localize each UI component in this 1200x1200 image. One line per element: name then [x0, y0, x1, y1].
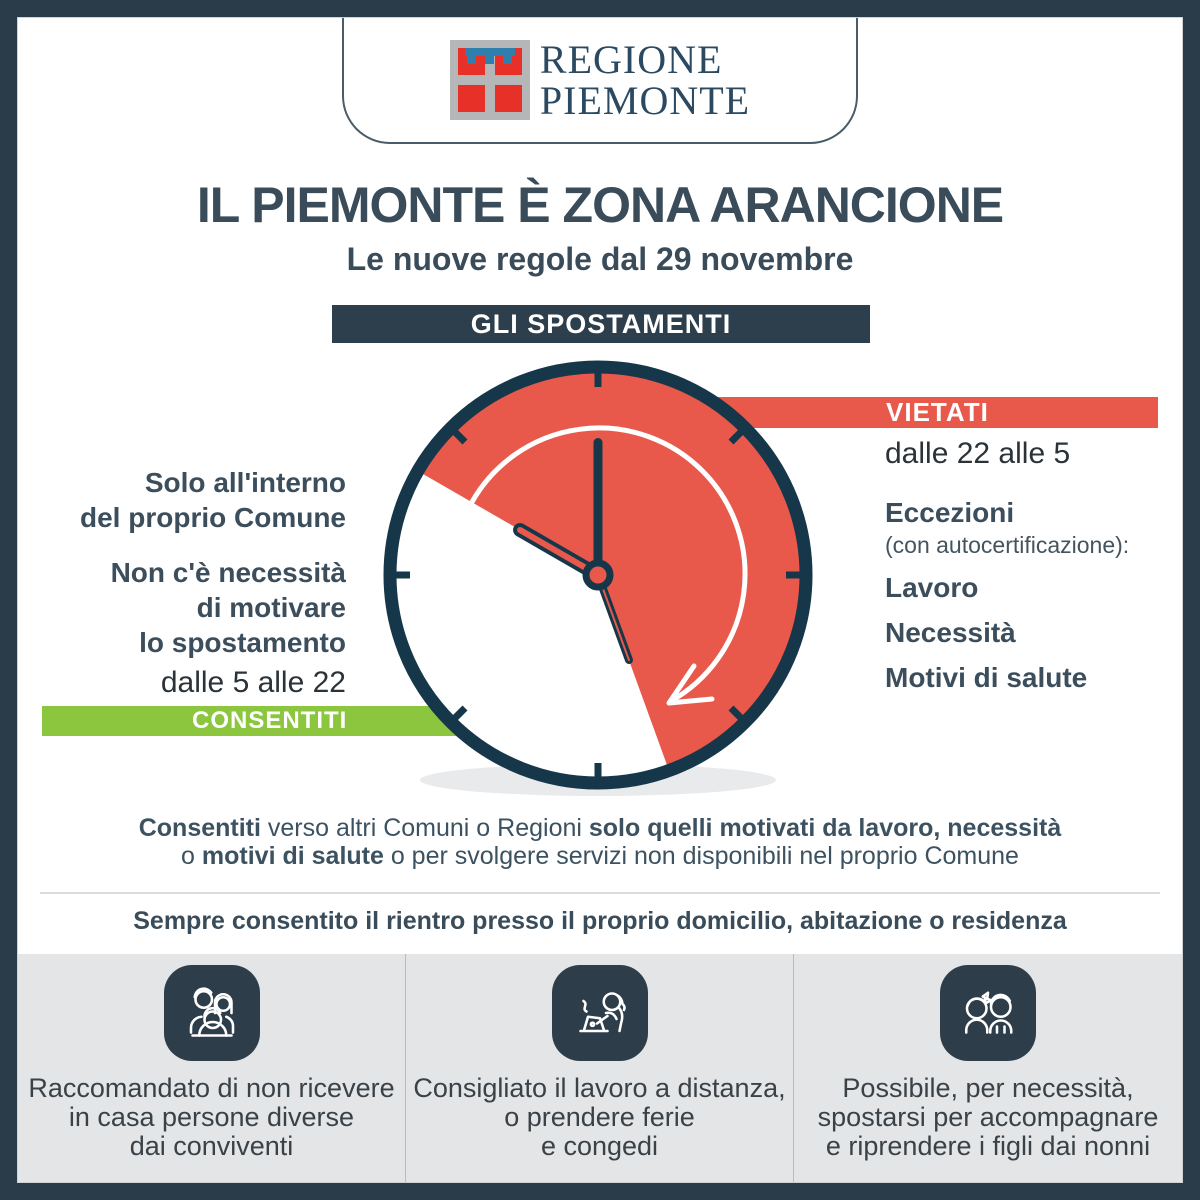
- page-title: IL PIEMONTE È ZONA ARANCIONE: [196, 177, 1004, 233]
- forbidden-banner: VIETATI: [700, 397, 1158, 428]
- exceptions-title: Eccezioni: [885, 497, 1015, 528]
- summary-paragraph: [20, 814, 1180, 870]
- card-household: [18, 954, 405, 1182]
- card-remote-work: [406, 954, 793, 1182]
- allowed-note-scope-line2: del proprio Comune: [80, 502, 346, 533]
- allowed-banner: CONSENTITI: [42, 706, 456, 736]
- logo-line1: REGIONE: [539, 37, 723, 82]
- exception-item-lavoro: Lavoro: [885, 572, 979, 603]
- allowed-note-scope: [40, 465, 346, 535]
- allowed-note-motivation-line2: di motivare: [196, 592, 346, 623]
- allowed-note-scope-line1: Solo all'interno: [144, 467, 346, 498]
- summary-seg2: verso altri Comuni o Regioni: [260, 814, 589, 842]
- summary-seg6: o per svolgere servizi non disponibili nel proprio Comune: [383, 842, 1019, 870]
- lambello: [465, 48, 515, 64]
- clock-hub: [586, 563, 610, 587]
- summary-line1: [20, 814, 1180, 842]
- card-household-text: Raccomandato di non ricevere in casa persone diverse dai conviventi: [28, 1073, 395, 1161]
- forbidden-details: [885, 437, 1165, 694]
- summary-seg4: o: [181, 842, 202, 870]
- family-icon: [164, 965, 260, 1061]
- divider-line: [40, 892, 1160, 894]
- summary-seg1: Consentiti: [138, 814, 261, 842]
- page-subtitle: Le nuove regole dal 29 novembre: [346, 241, 854, 277]
- logo-text: [540, 39, 750, 121]
- forbidden-hours: dalle 22 alle 5: [885, 437, 1071, 470]
- card-grandparents: [794, 954, 1182, 1182]
- card-grandparents-text: Possibile, per necessità, spostarsi per accompagnare e riprendere i figli dai nonni: [817, 1073, 1159, 1161]
- card-remote-work-text: Consigliato il lavoro a distanza, o prendere ferie e congedi: [413, 1073, 786, 1161]
- summary-line2: [20, 842, 1180, 870]
- summary-seg5: motivi di salute: [201, 842, 384, 870]
- exception-item-salute: Motivi di salute: [885, 662, 1088, 693]
- clock-graphic: [360, 340, 840, 810]
- minute-hand: [594, 438, 603, 578]
- exceptions-note: (con autocertificazione):: [885, 532, 1130, 558]
- section-banner: GLI SPOSTAMENTI: [332, 305, 870, 343]
- allowed-note-motivation: [40, 555, 346, 660]
- allowed-hours: dalle 5 alle 22: [160, 666, 346, 699]
- logo-tab: [342, 18, 858, 144]
- allowed-note-motivation-line3: lo spostamento: [139, 627, 346, 658]
- piemonte-coat-of-arms-icon: [450, 40, 530, 120]
- grandparents-children-icon: [940, 965, 1036, 1061]
- recommendations-panel: [18, 954, 1182, 1182]
- allowed-note-motivation-line1: Non c'è necessità: [110, 557, 346, 588]
- exception-item-necessita: Necessità: [885, 617, 1016, 648]
- always-allowed-note: Sempre consentito il rientro presso il proprio domicilio, abitazione o residenza: [133, 907, 1067, 935]
- remote-work-icon: [552, 965, 648, 1061]
- summary-seg3: solo quelli motivati da lavoro, necessità: [588, 814, 1062, 842]
- logo-line2: PIEMONTE: [539, 78, 751, 123]
